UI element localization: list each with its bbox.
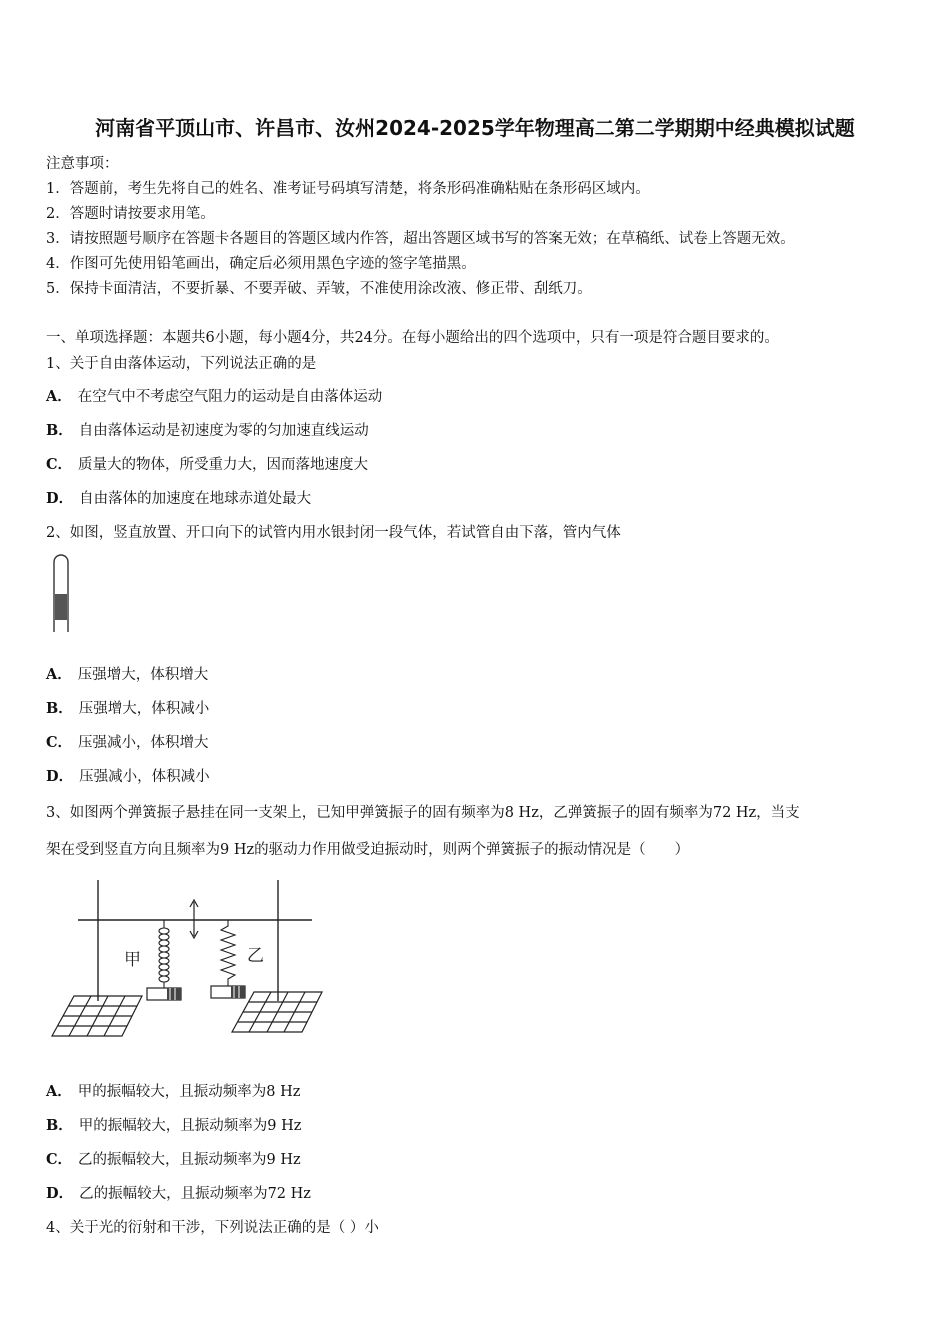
- notice-item: 3．请按照题号顺序在答题卡各题目的答题区域内作答，超出答题区域书写的答案无效；在草稿纸、试卷上答题无效。: [46, 231, 795, 247]
- question-2-option-d: D． 压强减小，体积减小: [46, 768, 210, 785]
- question-1-option-d: D． 自由落体的加速度在地球赤道处最大: [46, 490, 312, 507]
- spring-oscillator-figure: [46, 876, 336, 1044]
- question-1-option-b: B． 自由落体运动是初速度为零的匀加速直线运动: [46, 422, 369, 439]
- question-3-option-d: D． 乙的振幅较大，且振动频率为72 Hz: [46, 1185, 311, 1202]
- mercury-column: [55, 594, 67, 620]
- test-tube-figure: [50, 552, 72, 636]
- mass-jia: [147, 988, 181, 1000]
- notice-item: 4．作图可先使用铅笔画出，确定后必须用黑色字迹的签字笔描黑。: [46, 256, 476, 272]
- spring-yi: [221, 920, 235, 986]
- question-3-stem-line1: 3、如图两个弹簧振子悬挂在同一支架上，已知甲弹簧振子的固有频率为8 Hz，乙弹簧振子的固有频率为72 Hz，当支: [46, 805, 800, 821]
- notice-item: 5．保持卡面清洁，不要折暴、不要弄破、弄皱，不准使用涂改液、修正带、刮纸刀。: [46, 281, 592, 297]
- notice-item: 1．答题前，考生先将自己的姓名、准考证号码填写清楚，将条形码准确粘贴在条形码区域内。: [46, 181, 650, 197]
- question-1-option-a: A． 在空气中不考虑空气阻力的运动是自由落体运动: [46, 388, 383, 405]
- question-3-stem-line2: 架在受到竖直方向且频率为9 Hz的驱动力作用做受迫振动时，则两个弹簧振子的振动情况是（ ）: [46, 842, 690, 858]
- label-yi: 乙: [247, 946, 264, 966]
- question-1-option-c: C． 质量大的物体，所受重力大，因而落地速度大: [46, 456, 369, 473]
- notice-item: 2．答题时请按要求用笔。: [46, 206, 215, 222]
- question-3-option-a: A． 甲的振幅较大，且振动频率为8 Hz: [46, 1083, 301, 1100]
- question-2-option-c: C． 压强减小，体积增大: [46, 734, 209, 751]
- question-2-option-a: A． 压强增大，体积增大: [46, 666, 209, 683]
- spring-jia: [159, 920, 169, 988]
- label-jia: 甲: [124, 950, 141, 970]
- mass-yi: [211, 986, 245, 998]
- test-tube-outline: [54, 555, 68, 632]
- question-3-option-c: C． 乙的振幅较大，且振动频率为9 Hz: [46, 1151, 301, 1168]
- notice-heading: 注意事项：: [46, 156, 119, 172]
- page-title: 河南省平顶山市、许昌市、汝州2024-2025学年物理高二第二学期期中经典模拟试题: [95, 116, 855, 140]
- left-base-grid: [52, 996, 142, 1036]
- question-3-option-b: B． 甲的振幅较大，且振动频率为9 Hz: [46, 1117, 302, 1134]
- question-2-option-b: B． 压强增大，体积减小: [46, 700, 210, 717]
- question-4-stem: 4、关于光的衍射和干涉，下列说法正确的是（ ）小: [46, 1220, 379, 1236]
- section-heading: 一、单项选择题：本题共6小题，每小题4分，共24分。在每小题给出的四个选项中，只有一项是符合题目要求的。: [46, 330, 779, 346]
- question-1-stem: 1、关于自由落体运动，下列说法正确的是: [46, 356, 317, 372]
- question-2-stem: 2、如图，竖直放置、开口向下的试管内用水银封闭一段气体，若试管自由下落，管内气体: [46, 525, 621, 541]
